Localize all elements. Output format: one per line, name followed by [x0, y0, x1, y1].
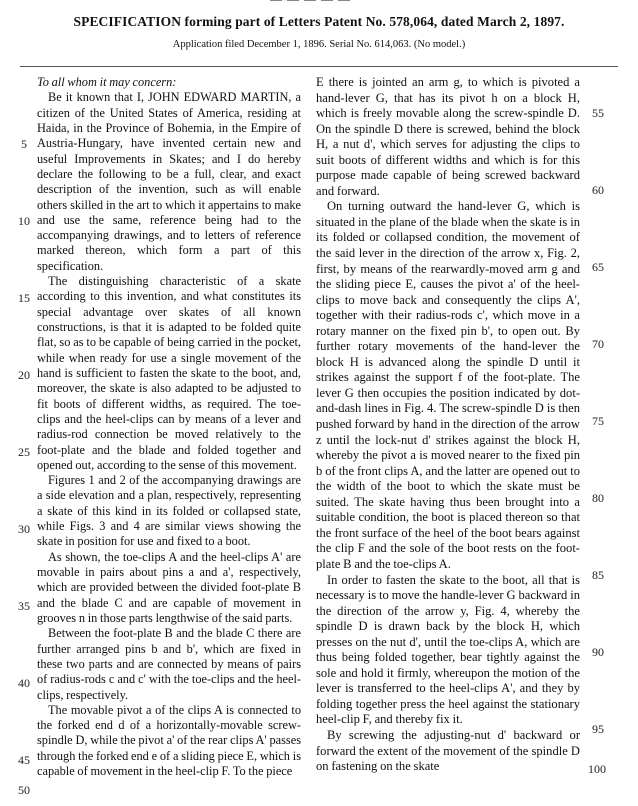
header-rule	[20, 66, 618, 67]
line-number: 70	[592, 337, 604, 351]
line-number: 25	[18, 445, 30, 459]
paragraph-clips: As shown, the toe-clips A and the heel-clips A' are movable in pairs about pins a and a', respectively, which are provided between the divided foot-plate B and the blade C and are capable of movement in grooves n in those parts lengthwise of the said parts.	[37, 549, 301, 625]
line-number: 30	[18, 522, 30, 536]
line-number: 65	[592, 260, 604, 274]
paragraph-characteristic: The distinguishing characteristic of a skate according to this invention, and what constitutes its special advantage over skates of all known constructions, is that it is adapted to be folded quite flat, so as to be capable of being carried in the pocket, while when ready for use a single movement of the hand is sufficient to fasten the skate to the boot, and, moreover, the skate is also adapted to be adjusted to fit boots of different widths, as required. The toe-clips and the heel-clips can by means of a lever and radius-rod connection be moved relatively to the foot-plate and the blade and folded together and opened out, according to the sense of this movement.	[37, 274, 301, 472]
application-info: Application filed December 1, 1896. Serial No. 614,063. (No model.)	[172, 39, 466, 50]
line-number: 35	[18, 599, 30, 613]
line-number: 20	[18, 368, 30, 382]
line-number: 55	[592, 106, 604, 120]
line-number: 85	[592, 568, 604, 582]
line-number: 60	[592, 183, 604, 197]
paragraph-continuation: E there is jointed an arm g, to which is pivoted a hand-lever G, that has its pivot h on a block H, which is freely movable along the screw-spindle D. On the spindle D there is screwed, behind the block H, a nut d', which serves for adjusting the clips to suit boots of different widths and which is for this purpose made capable of being screwed backward and forward.	[316, 75, 580, 198]
top-fragment-text	[270, 0, 351, 7]
paragraph-fastening: In order to fasten the skate to the boot, all that is necessary is to move the handle-lever G backward in the direction of the arrow y, Fig. 4, whereby the spindle D is drawn back by the block H, which presses on the nut d', until the toe-clips A, which are thus being folded together, bear tightly against the sole and hold it firmly, whereupon the motion of the lever is transferred to the heel-clips A', and they by folding together press the heel against the stationary heel-clip F, and thereby fix it.	[316, 572, 580, 727]
line-number: 90	[592, 645, 604, 659]
paragraph-adjusting-nut: By screwing the adjusting-nut d' backward or forward the extent of the movement of the spindle D on fastening on the skate	[316, 727, 580, 774]
line-number: 50	[18, 783, 30, 797]
paragraph-inventor-intro: Be it known that I, JOHN EDWARD MARTIN, a citizen of the United States of America, residing at Haida, in the Province of Bohemia, in the Empire of Austria-Hungary, have invented certain new and useful Improvements in Skates; and I do hereby declare the following to be a full, clear, and exact description of the invention, such as will enable others skilled in the art to which it appertains to make and use the same, reference being had to the accompanying drawings, and to letters of reference marked thereon, which form a part of this specification.	[37, 90, 301, 273]
specification-title	[0, 14, 638, 30]
right-text-column	[316, 75, 580, 775]
top-page-fragment	[0, 0, 638, 7]
line-number: 75	[592, 414, 604, 428]
paragraph-pins: Between the foot-plate B and the blade C there are further arranged pins b and b', which are fixed in these two parts and are connected by means of pairs of radius-rods c and c' with the toe-clips and the heel-clips, respectively.	[37, 626, 301, 702]
line-number: 15	[18, 291, 30, 305]
line-number: 40	[18, 676, 30, 690]
salutation: To all whom it may concern:	[37, 75, 177, 89]
paragraph-pivot: The movable pivot a of the clips A is connected to the forked end d of a horizontally-movable screw-spindle D, while the pivot a' of the rear clips A' passes through the forked end e of a sliding piece E, which is capable of movement in the heel-clip F. To the piece	[37, 702, 301, 779]
line-number: 80	[592, 491, 604, 505]
paragraph-hand-lever: On turning outward the hand-lever G, which is situated in the plane of the blade when the skate is in its folded or collapsed condition, the movement of the said lever in the direction of the arrow x, Fig. 2, first, by means of the rearwardly-moved arm g and the sliding piece E, causes the pivot a' of the heel-clips to move back and consequently the clips A', together with their radius-rods c', which move in a rotary manner on the fixed pin b', to open out. By further rotary movements of the hand-lever the block H is advanced along the spindle D until it strikes against the support f of the foot-plate. The lever G then occupies the position indicated by dot-and-dash lines in Fig. 4. The screw-spindle D is then pushed forward by hand in the direction of the arrow z until the lock-nut d' strikes against the block H, whereby the pivot a is moved nearer to the fixed pin b of the front clips A, and the latter are opened out to the width of the boot to which the skate must be suited. The skate having thus been brought into a suitable condition, the boot is placed thereon so that the front surface of the heel of the boot bears against the clip F and the sole of the boot rests on the foot-plate B and the toe-clips A.	[316, 199, 580, 571]
left-text-column	[37, 75, 301, 779]
line-number: 45	[18, 753, 30, 767]
line-number: 10	[18, 214, 30, 228]
paragraph-figures: Figures 1 and 2 of the accompanying drawings are a side elevation and a plan, respectively, representing a skate of this kind in its folded or collapsed state, while Figs. 3 and 4 are similar views showing the skate in position for use and fixed to a boot.	[37, 473, 301, 549]
line-number: 100	[588, 762, 606, 776]
line-number: 95	[592, 722, 604, 736]
title-text: SPECIFICATION forming part of Letters Patent No. 578,064, dated March 2, 1897.	[73, 14, 565, 29]
line-number: 5	[21, 137, 27, 151]
